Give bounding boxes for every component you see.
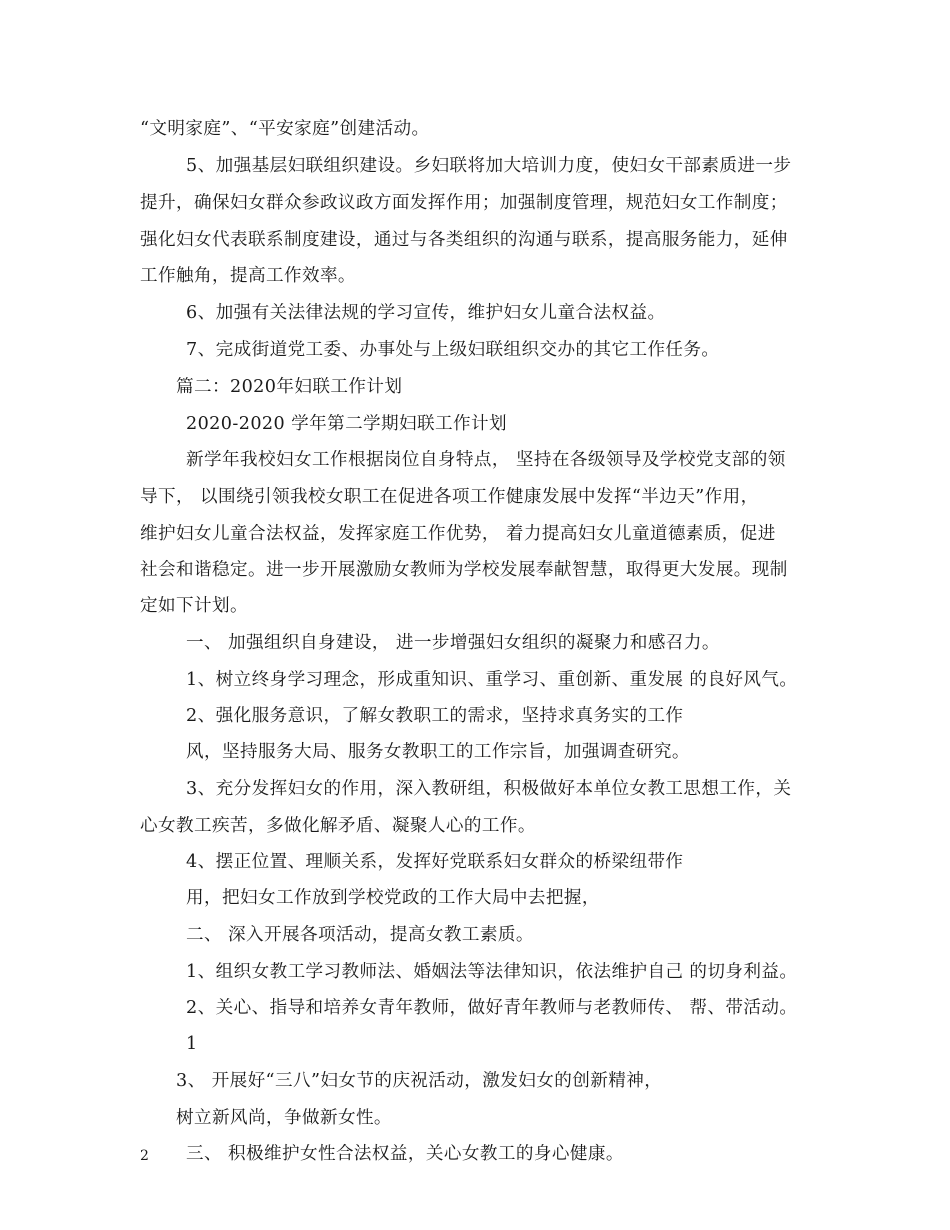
section-heading: 二、 深入开展各项活动，提高女教工素质。 [186, 925, 534, 945]
text-line: 心女教工疾苦，多做化解矛盾、凝聚人心的工作。 [140, 816, 536, 836]
text-line: 4、摆正位置、理顺关系，发挥好党联系妇女群众的桥梁纽带作 [186, 852, 684, 872]
text-line: 工作触角，提高工作效率。 [140, 266, 356, 286]
document-title: 2020-2020 学年第二学期妇联工作计划 [186, 414, 508, 434]
text-line: “文明家庭”、“平安家庭”创建活动。 [140, 119, 430, 139]
text-line: 5、加强基层妇联组织建设。乡妇联将加大培训力度，使妇女干部素质进一步 [186, 156, 792, 176]
text-line: 提升，确保妇女群众参政议政方面发挥作用；加强制度管理，规范妇女工作制度； [140, 193, 788, 213]
text-line: 导下， 以围绕引领我校女职工在促进各项工作健康发展中发挥“半边天”作用， [140, 487, 759, 507]
page-number: 2 [140, 1148, 149, 1164]
section-heading: 三、 积极维护女性合法权益，关心女教工的身心健康。 [186, 1144, 624, 1164]
section-heading: 一、 加强组织自身建设， 进一步增强妇女组织的凝聚力和感召力。 [186, 633, 720, 653]
text-line: 1、树立终身学习理念，形成重知识、重学习、重创新、重发展 的良好风气。 [186, 670, 798, 690]
text-line: 树立新风尚，争做新女性。 [176, 1108, 392, 1128]
text-line: 1 [186, 1034, 198, 1054]
text-line: 强化妇女代表联系制度建设，通过与各类组织的沟通与联系，提高服务能力，延伸 [140, 230, 788, 250]
text-line: 2、关心、指导和培养女青年教师，做好青年教师与老教师传、 帮、带活动。 [186, 998, 798, 1018]
text-line: 7、完成街道党工委、办事处与上级妇联组织交办的其它工作任务。 [186, 340, 720, 360]
text-line: 3、充分发挥妇女的作用，深入教研组，积极做好本单位女教工思想工作，关 [186, 779, 792, 799]
text-line: 社会和谐稳定。进一步开展激励女教师为学校发展奉献智慧，取得更大发展。现制 [140, 560, 788, 580]
section-heading: 篇二：2020年妇联工作计划 [176, 377, 403, 397]
text-line: 风，坚持服务大局、服务女教职工的工作宗旨，加强调查研究。 [186, 742, 690, 762]
text-line: 6、加强有关法律法规的学习宣传，维护妇女儿童合法权益。 [186, 303, 666, 323]
text-line: 新学年我校妇女工作根据岗位自身特点， 坚持在各级领导及学校党支部的领 [186, 450, 786, 470]
text-line: 3、 开展好“三八”妇女节的庆祝活动，激发妇女的创新精神， [176, 1071, 663, 1091]
text-line: 1、组织女教工学习教师法、婚姻法等法律知识，依法维护自己 的切身利益。 [186, 962, 798, 982]
text-line: 维护妇女儿童合法权益，发挥家庭工作优势， 着力提高妇女儿童道德素质，促进 [140, 524, 776, 544]
text-line: 2、强化服务意识，了解女教职工的需求，坚持求真务实的工作 [186, 706, 684, 726]
text-line: 定如下计划。 [140, 596, 248, 616]
text-line: 用，把妇女工作放到学校党政的工作大局中去把握， [186, 888, 600, 908]
